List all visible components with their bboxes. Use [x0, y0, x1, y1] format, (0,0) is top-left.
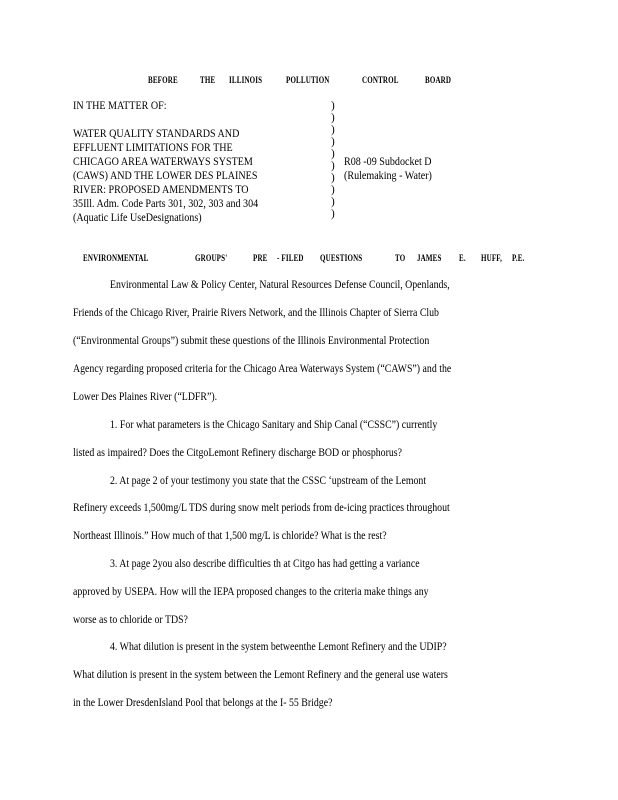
caption-line: (Aquatic Life UseDesignations) [73, 212, 202, 224]
header-word: BOARD [425, 75, 452, 85]
body-line: Friends of the Chicago River, Prairie Rivers Network, and the Illinois Chapter of Sierra Club [73, 307, 439, 319]
section-title-word: HUFF, [481, 253, 502, 263]
caption-line: 35Ill. Adm. Code Parts 301, 302, 303 and 304 [73, 198, 259, 210]
caption-line: WATER QUALITY STANDARDS AND [73, 128, 240, 140]
body-line: Lower Des Plaines River (“LDFR”). [73, 391, 218, 403]
body-line: Agency regarding proposed criteria for the Chicago Area Waterways System (“CAWS”) and the [73, 363, 452, 375]
section-title-word: - FILED [277, 253, 304, 263]
section-title-word: P.E. [512, 253, 525, 263]
header-word: ILLINOIS [229, 75, 263, 85]
header-word: CONTROL [362, 75, 399, 85]
bracket-mark: ) [331, 136, 335, 148]
header-word: BEFORE [148, 75, 178, 85]
section-title-word: TO [395, 253, 406, 263]
section-title-word: JAMES [417, 253, 442, 263]
section-title-word: QUESTIONS [320, 253, 363, 263]
question-3-line: 3. At page 2you also describe difficulties th at Citgo has had getting a variance [110, 558, 420, 570]
bracket-mark: ) [331, 196, 335, 208]
bracket-mark: ) [331, 112, 335, 124]
question-4-line: in the Lower DresdenIsland Pool that belongs at the I- 55 Bridge? [73, 697, 333, 709]
rulemaking-type: (Rulemaking - Water) [344, 170, 432, 182]
bracket-mark: ) [331, 172, 335, 184]
question-3-line: worse as to chloride or TDS? [73, 614, 188, 626]
section-title-word: GROUPS' [195, 253, 228, 263]
bracket-mark: ) [331, 208, 335, 220]
body-line: (“Environmental Groups”) submit these questions of the Illinois Environmental Protection [73, 335, 430, 347]
caption-line: RIVER: PROPOSED AMENDMENTS TO [73, 184, 249, 196]
header-word: THE [200, 75, 216, 85]
question-2-line: Northeast Illinois.” How much of that 1,500 mg/L is chloride? What is the rest? [73, 530, 387, 542]
bracket-mark: ) [331, 124, 335, 136]
caption-line: EFFLUENT LIMITATIONS FOR THE [73, 142, 233, 154]
question-4-line: What dilution is present in the system between the Lemont Refinery and the general use waters [73, 669, 448, 681]
docket-number: R08 -09 Subdocket D [344, 156, 432, 168]
question-3-line: approved by USEPA. How will the IEPA proposed changes to the criteria make things any [73, 586, 429, 598]
bracket-mark: ) [331, 184, 335, 196]
caption-line: CHICAGO AREA WATERWAYS SYSTEM [73, 156, 253, 168]
question-4-line: 4. What dilution is present in the system betweenthe Lemont Refinery and the UDIP? [110, 641, 447, 653]
section-title-word: E. [459, 253, 466, 263]
body-line: Environmental Law & Policy Center, Natural Resources Defense Council, Openlands, [110, 279, 450, 291]
section-title-word: ENVIRONMENTAL [83, 253, 149, 263]
caption-line: IN THE MATTER OF: [73, 100, 167, 112]
question-1-line: 1. For what parameters is the Chicago Sanitary and Ship Canal (“CSSC”) currently [110, 419, 438, 431]
header-word: POLLUTION [286, 75, 330, 85]
question-2-line: 2. At page 2 of your testimony you state that the CSSC ‘upstream of the Lemont [110, 475, 427, 487]
bracket-mark: ) [331, 100, 335, 112]
question-2-line: Refinery exceeds 1,500mg/L TDS during snow melt periods from de-icing practices throughout [73, 502, 450, 514]
caption-line: (CAWS) AND THE LOWER DES PLAINES [73, 170, 258, 182]
question-1-line: listed as impaired? Does the CitgoLemont Refinery discharge BOD or phosphorus? [73, 447, 403, 459]
bracket-mark: ) [331, 160, 335, 172]
bracket-mark: ) [331, 148, 335, 160]
section-title-word: PRE [253, 253, 268, 263]
